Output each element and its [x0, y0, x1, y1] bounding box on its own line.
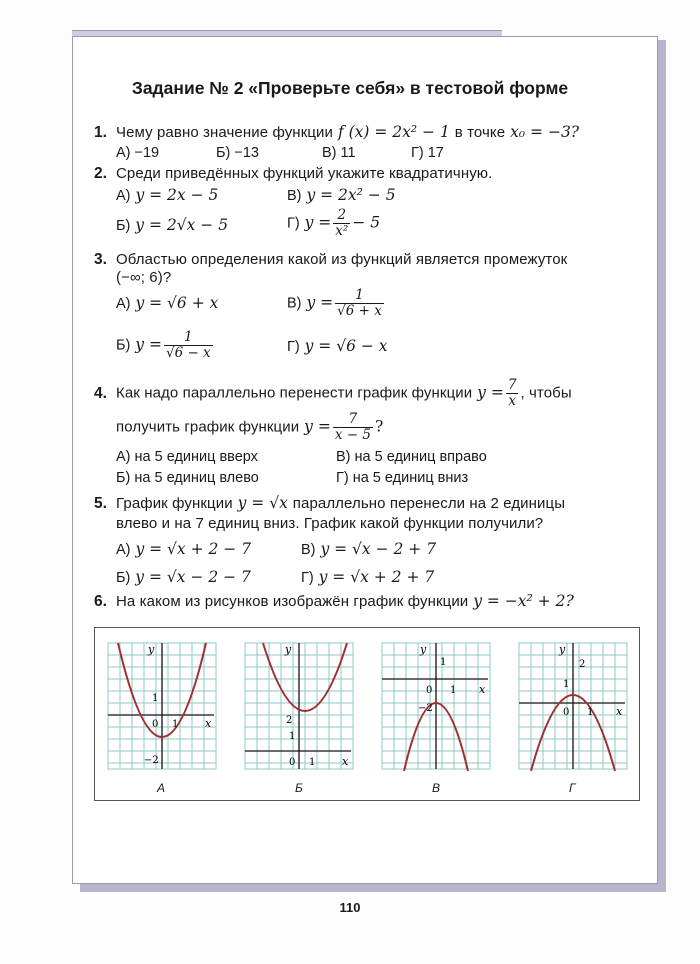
axes	[382, 643, 488, 769]
question-5-cont: влево и на 7 единиц вниз. График какой функции получили?	[116, 515, 544, 532]
svg-text:x: x	[342, 755, 349, 768]
option-g[interactable]: Г) y = √6 − x	[287, 337, 388, 355]
svg-text:−2: −2	[418, 703, 433, 714]
svg-text:1: 1	[289, 731, 296, 742]
svg-text:y: y	[420, 643, 427, 656]
svg-text:2: 2	[579, 659, 586, 670]
svg-text:−2: −2	[144, 755, 159, 766]
axes	[108, 643, 214, 769]
question-2	[94, 164, 492, 183]
option-a[interactable]: А) на 5 единиц вверх	[116, 449, 258, 465]
question-number: 6.	[94, 593, 107, 610]
option-g[interactable]: Г) y = $\frac{2}{\text{x²}}$ − 5	[287, 207, 381, 239]
svg-text:1: 1	[450, 685, 457, 696]
option-v[interactable]: В) на 5 единиц вправо	[336, 449, 487, 465]
option-v[interactable]: В) y = 2x² − 5	[287, 186, 396, 204]
question-3-cont: (−∞; 6)?	[116, 269, 172, 286]
function-formula: f (x) = 2x² − 1	[337, 123, 450, 141]
svg-text:1: 1	[440, 657, 447, 668]
option-b[interactable]: Б) на 5 единиц влево	[116, 470, 259, 486]
option-a[interactable]: А) y = √x + 2 − 7	[116, 540, 252, 558]
option-b[interactable]: Б) y = √x − 2 − 7	[116, 568, 251, 586]
caption-g: Г	[569, 781, 576, 795]
svg-text:0: 0	[289, 757, 296, 768]
svg-text:1: 1	[172, 719, 179, 730]
option-b[interactable]: Б) y = 2√x − 5	[116, 216, 229, 234]
svg-text:y: y	[559, 643, 566, 656]
question-text: Среди приведённых функций укажите квадратичную.	[116, 165, 493, 182]
svg-text:0: 0	[426, 685, 433, 696]
option-v[interactable]: В) y = √x − 2 + 7	[301, 540, 437, 558]
graph-b[interactable]	[243, 641, 355, 771]
question-text: Чему равно значение функции	[116, 124, 334, 141]
option-g[interactable]: Г) на 5 единиц вниз	[336, 470, 469, 486]
question-text: в точке	[454, 124, 506, 141]
option-v[interactable]: В) 11	[322, 145, 356, 161]
question-3	[94, 250, 567, 269]
question-6: 6. На каком из рисунков изображён график функции y = −x² + 2?	[94, 592, 574, 610]
svg-text:1: 1	[563, 679, 570, 690]
option-b[interactable]: Б) y = $\frac{1}{√6 - x}$	[116, 329, 211, 361]
svg-text:0: 0	[563, 707, 570, 718]
question-number: 2.	[94, 165, 107, 182]
graph-a[interactable]	[106, 641, 218, 771]
graph-g[interactable]	[517, 641, 629, 771]
graph-v[interactable]	[380, 641, 492, 771]
caption-a: А	[157, 781, 166, 795]
svg-text:x: x	[205, 717, 212, 730]
svg-text:x: x	[616, 705, 623, 718]
question-text: Как надо параллельно перенести график функции	[116, 384, 473, 402]
option-b[interactable]: Б) −13	[216, 145, 259, 161]
question-number: 3.	[94, 251, 107, 268]
question-4: 4. Как надо параллельно перенести график функции y = $\frac{7}{x}$ , чтобы	[94, 377, 572, 409]
page-number: 110	[339, 900, 361, 915]
svg-text:y: y	[148, 643, 155, 656]
option-a[interactable]: А) −19	[116, 145, 160, 161]
question-number: 4.	[94, 384, 107, 402]
page-title: Задание № 2 «Проверьте себя» в тестовой форме	[131, 78, 569, 98]
option-a[interactable]: А) y = 2x − 5	[116, 186, 219, 204]
svg-text:0: 0	[152, 719, 159, 730]
option-g[interactable]: Г) y = √x + 2 + 7	[301, 568, 435, 586]
question-1	[94, 123, 579, 142]
question-5: 5. График функции y = √x параллельно перенесли на 2 единицы	[94, 494, 566, 512]
question-text: Областью определения какой из функций является промежуток	[116, 251, 568, 268]
question-number: 1.	[94, 124, 107, 141]
axes	[245, 643, 351, 769]
question-4-cont: получить график функции y = $\frac{7}{x - 5}$ ?	[116, 411, 384, 443]
svg-text:1: 1	[587, 707, 594, 718]
option-v[interactable]: В) y = $\frac{1}{√6 + x}$	[287, 287, 382, 319]
point-formula: x₀ = −3?	[510, 123, 580, 141]
svg-text:2: 2	[286, 715, 293, 726]
svg-text:1: 1	[152, 693, 159, 704]
svg-text:1: 1	[309, 757, 316, 768]
option-g[interactable]: Г) 17	[411, 145, 444, 161]
caption-b: Б	[295, 781, 303, 795]
caption-v: В	[432, 781, 441, 795]
question-number: 5.	[94, 495, 107, 512]
svg-text:y: y	[285, 643, 292, 656]
option-a[interactable]: А) y = √6 + x	[116, 294, 219, 312]
svg-text:x: x	[479, 683, 486, 696]
